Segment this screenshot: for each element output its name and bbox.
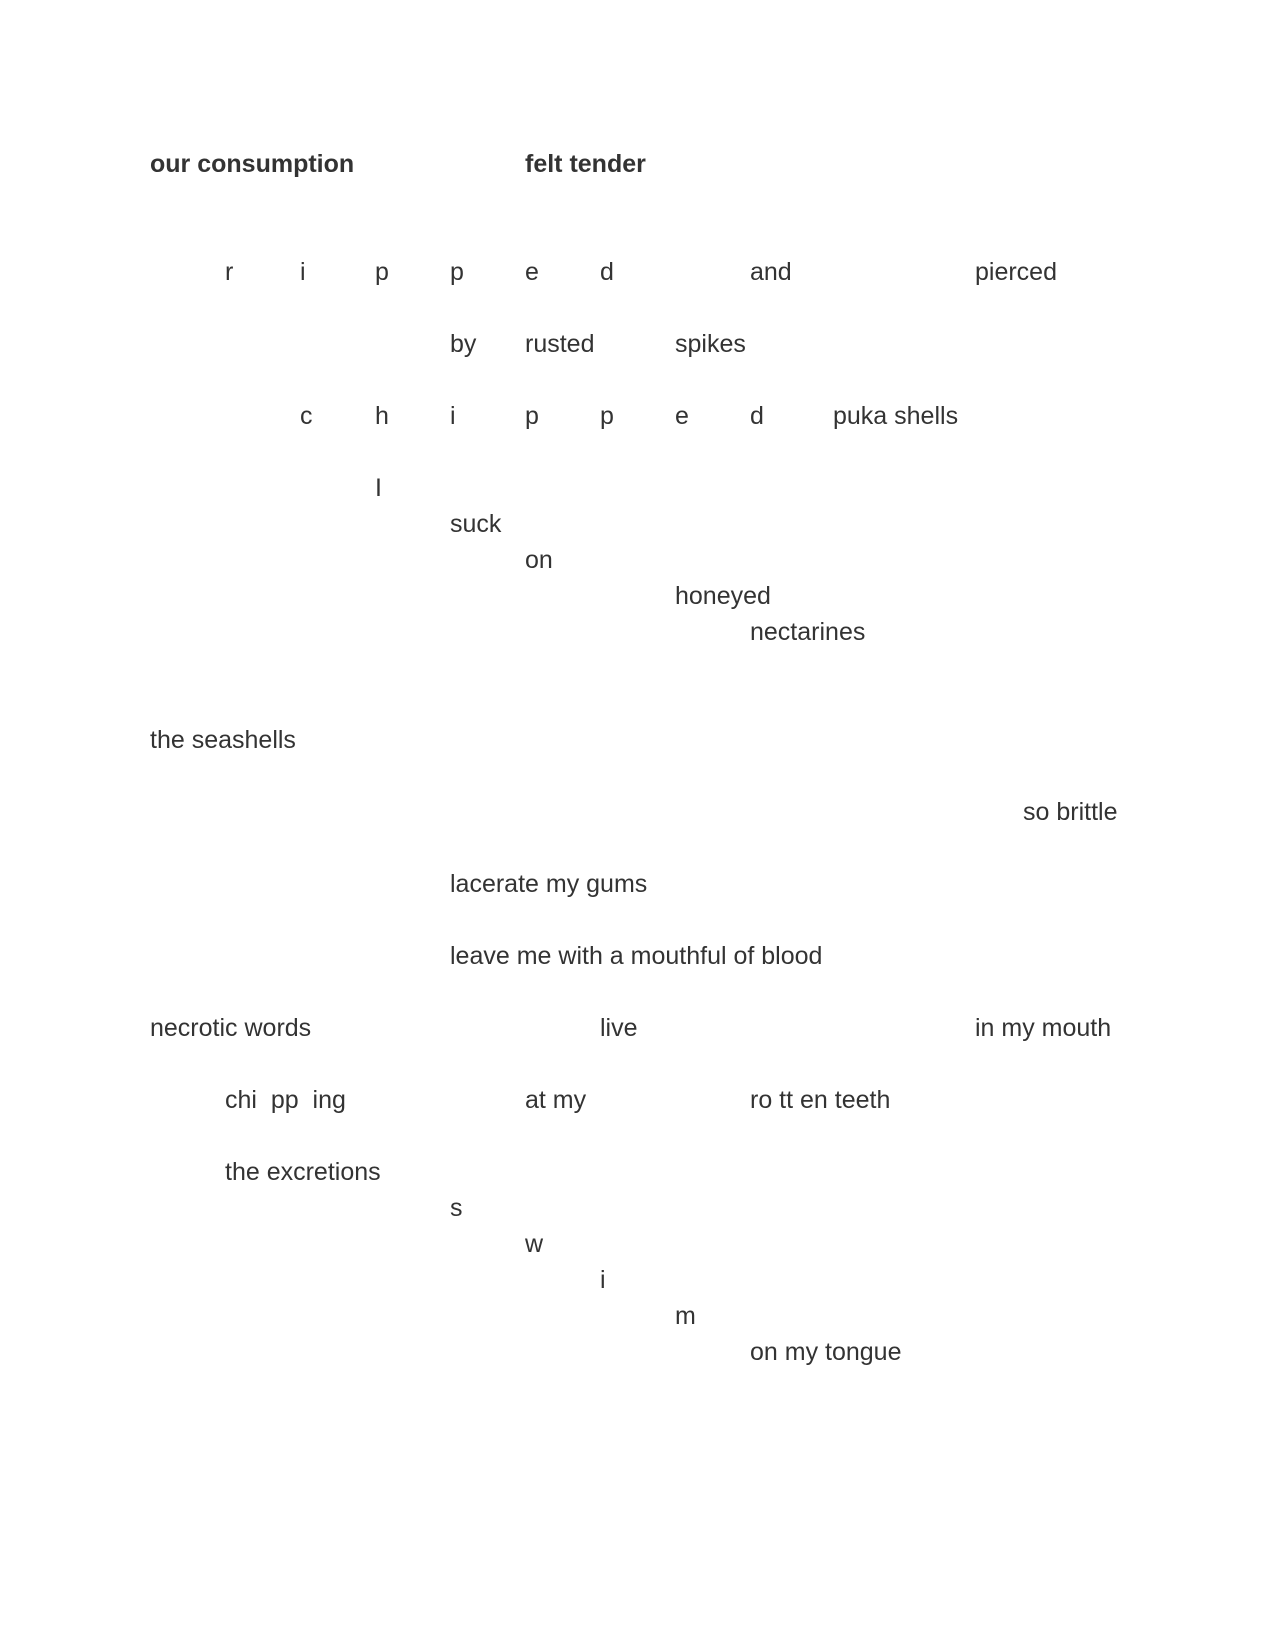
poem-letter: d <box>600 258 614 286</box>
poem-letter: h <box>375 402 389 430</box>
poem-fragment: live <box>600 1014 638 1042</box>
poem-fragment: in my mouth <box>975 1014 1112 1042</box>
poem-fragment: puka shells <box>833 402 959 430</box>
poem-fragment: nectarines <box>750 618 866 646</box>
poem-letter: m <box>675 1302 696 1330</box>
poem-letter: d <box>750 402 764 430</box>
poem-fragment: necrotic words <box>150 1014 312 1042</box>
poem-letter: p <box>525 402 539 430</box>
poem-letter: p <box>375 258 389 286</box>
poem-fragment: leave me with a mouthful of blood <box>450 942 823 970</box>
poem-fragment: and <box>750 258 792 286</box>
poem-letter: i <box>600 1266 606 1294</box>
poem-letter: c <box>300 402 313 430</box>
poem-fragment: chi pp ing <box>225 1086 346 1114</box>
poem-fragment: on <box>525 546 553 574</box>
poem-letter: r <box>225 258 234 286</box>
poem-fragment: at my <box>525 1086 587 1114</box>
poem-letter: e <box>525 258 539 286</box>
poem-fragment: felt tender <box>525 150 646 178</box>
poem-fragment: honeyed <box>675 582 771 610</box>
poem-fragment: lacerate my gums <box>450 870 648 898</box>
poem-fragment: rusted <box>525 330 595 358</box>
poem-fragment: so brittle <box>1023 798 1118 826</box>
poem-letter: i <box>450 402 456 430</box>
poem-fragment: by <box>450 330 477 358</box>
poem-fragment: ro tt en teeth <box>750 1086 891 1114</box>
poem-fragment: the seashells <box>150 726 296 754</box>
poem-letter: e <box>675 402 689 430</box>
poem-letter: p <box>450 258 464 286</box>
poem-fragment: pierced <box>975 258 1057 286</box>
poem-letter: w <box>525 1230 544 1258</box>
poem-fragment: I <box>375 474 382 502</box>
poem-letter: p <box>600 402 614 430</box>
poem-letter: s <box>450 1194 463 1222</box>
poem-fragment: suck <box>450 510 502 538</box>
poem-letter: i <box>300 258 306 286</box>
poem-fragment: our consumption <box>150 150 355 178</box>
poem-fragment: on my tongue <box>750 1338 902 1366</box>
poem-fragment: spikes <box>675 330 746 358</box>
poem-fragment: the excretions <box>225 1158 381 1186</box>
